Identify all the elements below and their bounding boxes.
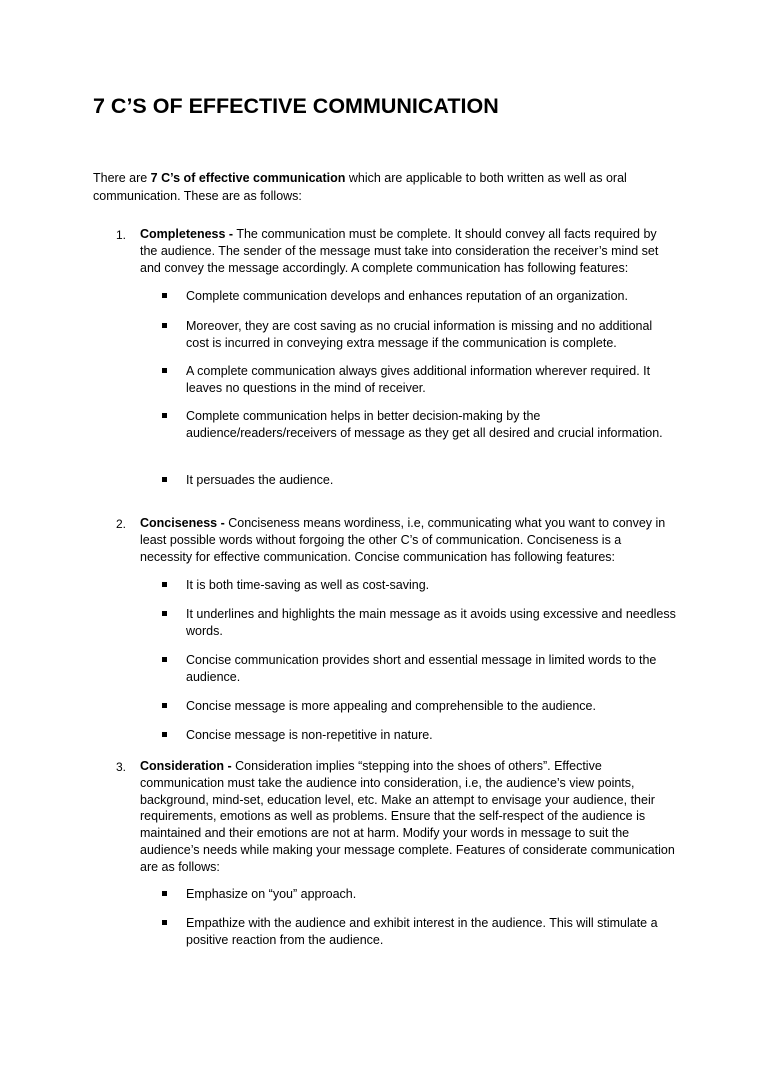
bullet-item: Concise message is non-repetitive in nature.	[186, 727, 676, 744]
section-2-text: Conciseness means wordiness, i.e, communicating what you want to convey in least possible words without forgoing the other C’s of communication. Conciseness is a necessity for effective communication. Concise communication has following features:	[140, 516, 666, 564]
section-2-number: 2.	[116, 517, 127, 531]
bullet-item: It underlines and highlights the main message as it avoids using excessive and needless words.	[186, 607, 676, 638]
section-2-paragraph	[140, 515, 675, 565]
page-title: 7 C’S OF EFFECTIVE COMMUNICATION	[93, 94, 499, 118]
bullet-item: It persuades the audience.	[186, 472, 676, 489]
intro-bold: 7 C’s of effective communication	[150, 171, 346, 185]
section-1-paragraph	[140, 226, 675, 276]
section-1-text: The communication must be complete. It should convey all facts required by the audience. The sender of the message must take into consideration the receiver’s mind set and convey the message accordingly. A complete communication has following features:	[140, 227, 659, 275]
section-3-paragraph	[140, 758, 675, 876]
bullet-item: Concise communication provides short and essential message in limited words to the audience.	[186, 652, 676, 686]
section-3-heading: Consideration -	[140, 759, 232, 773]
bullet-item: It is both time-saving as well as cost-saving.	[186, 577, 676, 594]
intro-paragraph	[93, 169, 663, 205]
section-3-text: Consideration implies “stepping into the shoes of others”. Effective communication must take the audience into consideration, i.e, the audience’s view points, background, mind-set, education level, etc. Make an attempt to envisage your audience, their requirements, emotions as well as problems. Ensure that the self-respect of the audience is maintained and their emotions are not at harm. Modify your words in message to suit the audience’s needs while making your message complete. Features of considerate communication are as follows:	[140, 759, 675, 874]
bullet-item: A complete communication always gives additional information wherever required. It leaves no questions in the mind of receiver.	[186, 363, 676, 397]
bullet-item: Emphasize on “you” approach.	[186, 886, 676, 903]
intro-suffix: which are applicable to both written as well as oral communication. These are as follows:	[93, 171, 627, 203]
bullet-item: Complete communication develops and enhances reputation of an organization.	[186, 288, 676, 305]
bullet-item: Moreover, they are cost saving as no crucial information is missing and no additional cost is incurred in conveying extra message if the communication is complete.	[186, 318, 676, 352]
intro-prefix: There are	[93, 171, 151, 185]
section-1-heading: Completeness -	[140, 227, 234, 241]
section-1-number: 1.	[116, 228, 127, 242]
section-3-number: 3.	[116, 760, 127, 774]
section-2-heading: Conciseness -	[140, 516, 225, 530]
bullet-item: Empathize with the audience and exhibit interest in the audience. This will stimulate a positive reaction from the audience.	[186, 915, 676, 949]
bullet-item: Concise message is more appealing and comprehensible to the audience.	[186, 698, 676, 715]
bullet-item: Complete communication helps in better decision-making by the audience/readers/receivers of message as they get all desired and crucial information.	[186, 408, 676, 442]
